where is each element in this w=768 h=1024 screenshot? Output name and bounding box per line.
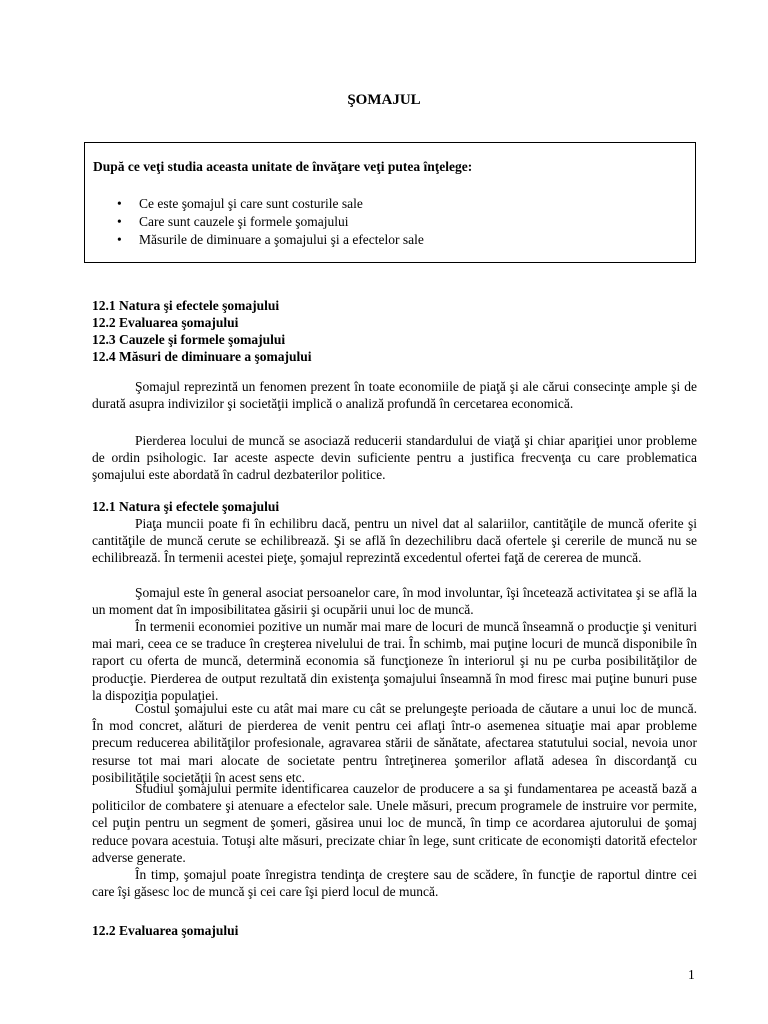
page-title: ŞOMAJUL — [347, 92, 421, 108]
bullet-icon: • — [117, 214, 122, 229]
bullet-icon: • — [117, 196, 122, 211]
section-paragraph: Şomajul este în general asociat persoanelor care, în mod involuntar, îşi încetează activitatea şi se află la un moment dat în imposibilitatea găsirii şi ocupării unui loc de muncă. — [92, 585, 697, 618]
section-paragraph: În termenii economiei pozitive un număr mai mare de locuri de muncă înseamnă o producţie şi venituri mai mari, ceea ce se traduce în creşterea nivelului de trai. În schimb, mai puţine locuri de muncă disponibile în raport cu oferta de muncă, determină economia să funcţioneze în interiorul şi nu pe curba posibilităţilor de producţie. Pierderea de output rezultată din existenţa şomajului înseamnă în mod firesc mai puţine bunuri puse la dispoziţia populaţiei. — [92, 619, 697, 703]
section-paragraph: Studiul şomajului permite identificarea cauzelor de producere a sa şi fundamentarea pe această bază a politicilor de combatere şi atenuare a efectelor sale. Unele măsuri, precum programele de instruire vor permite, cel puţin pentru un segment de şomeri, găsirea unui loc de muncă, în timp ce acordarea ajutorului de şomaj reduce povara acestuia. Totuşi alte măsuri, precizate chiar în lege, sunt criticate de economişti datorită efectelor adverse generate. — [92, 781, 697, 865]
section-paragraph: În timp, şomajul poate înregistra tendinţa de creştere sau de scădere, în funcţie de raportul dintre cei care îşi găsesc loc de muncă şi cei care îşi pierd locul de muncă. — [92, 867, 697, 900]
objective-text: Măsurile de diminuare a şomajului şi a efectelor sale — [139, 232, 424, 247]
toc-item: 12.3 Cauzele şi formele şomajului — [92, 332, 286, 347]
section-paragraph: Costul şomajului este cu atât mai mare cu cât se prelungeşte perioada de căutare a unui loc de muncă. În mod concret, alături de pierderea de venit pentru cei aflaţi într-o asemenea situaţie mai apar probleme precum reducerea abilităţilor profesionale, agravarea stării de sănătate, afectarea statutului social, nevoia unor resurse tot mai mari alocate de societate pentru întreţinerea şomerilor aflată adesea în discordanţă cu posibilităţile societăţii în acest sens etc. — [92, 701, 697, 785]
intro-paragraph: Pierderea locului de muncă se asociază reducerii standardului de viaţă şi chiar apariţiei unor probleme de ordin psihologic. Iar aceste aspecte devin suficiente pentru a justifica frecvenţa cu care problematica şomajului este abordată în cadrul dezbaterilor politice. — [92, 433, 697, 483]
objective-text: Ce este şomajul şi care sunt costurile sale — [139, 196, 363, 211]
section-paragraph: Piaţa muncii poate fi în echilibru dacă, pentru un nivel dat al salariilor, cantităţile de muncă oferite şi cantităţile de muncă cerute se echilibrează. Şi se află în dezechilibru dacă ofertele şi cererile de muncă nu se echilibrează. În termenii acestei pieţe, şomajul reprezintă excedentul ofertei faţă de cererea de muncă. — [92, 516, 697, 566]
learning-objectives-box — [84, 142, 696, 263]
page-number: 1 — [688, 967, 695, 982]
bullet-icon: • — [117, 232, 122, 247]
toc-item: 12.1 Natura şi efectele şomajului — [92, 298, 280, 313]
intro-paragraph: Şomajul reprezintă un fenomen prezent în toate economiile de piaţă şi ale cărui consecinţe ample şi de durată asupra indivizilor şi societăţii implică o analiză profundă în cercetarea economică. — [92, 379, 697, 412]
toc-item: 12.4 Măsuri de diminuare a şomajului — [92, 349, 312, 364]
section-heading: 12.2 Evaluarea şomajului — [92, 923, 239, 938]
toc-item: 12.2 Evaluarea şomajului — [92, 315, 239, 330]
section-heading: 12.1 Natura şi efectele şomajului — [92, 499, 280, 514]
objectives-heading: După ce veţi studia aceasta unitate de învăţare veţi putea înţelege: — [93, 159, 473, 174]
table-of-contents — [92, 297, 312, 365]
objective-text: Care sunt cauzele şi formele şomajului — [139, 214, 349, 229]
